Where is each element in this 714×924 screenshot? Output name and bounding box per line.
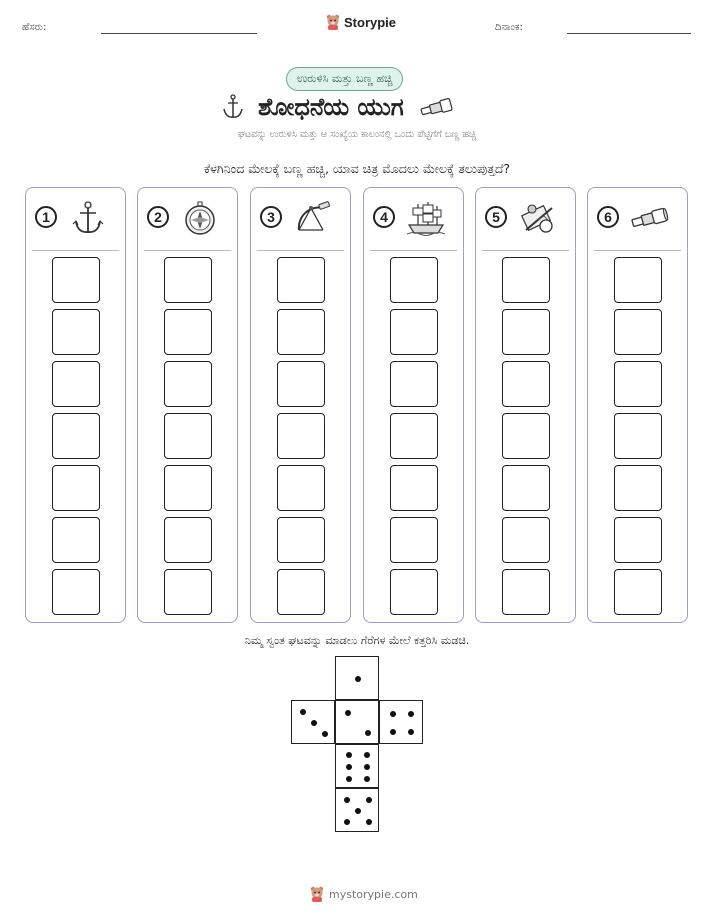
die-pip [311,720,317,726]
column-number: 2 [147,206,169,228]
name-line[interactable] [101,33,257,34]
color-box[interactable] [502,361,550,407]
column-divider [594,250,681,251]
die-pip [364,764,370,770]
die-pip [346,776,352,782]
color-box[interactable] [502,257,550,303]
column-1 [25,187,126,623]
color-box[interactable] [614,413,662,459]
brand-logo [326,14,396,30]
color-box[interactable] [277,309,325,355]
cut-fold-instruction: ನಿಮ್ಮ ಸ್ವಂತ ಘಟವನ್ನು ಮಾಡಲು ಗೆರೆಗಳ ಮೇಲೆ ಕತ್ತರಿಸಿ ಮಡಚಿ. [244,634,470,647]
date-label: ದಿನಾಂಕ: [495,22,523,33]
color-box[interactable] [614,569,662,615]
color-box[interactable] [502,517,550,563]
die-pip [300,709,306,715]
die-pip [346,764,352,770]
color-box[interactable] [277,517,325,563]
color-box[interactable] [614,309,662,355]
column-divider [144,250,231,251]
color-box[interactable] [390,309,438,355]
color-box[interactable] [502,309,550,355]
column-number: 4 [373,206,395,228]
color-box[interactable] [614,517,662,563]
color-box[interactable] [502,569,550,615]
subtitle: ಘಟವನ್ನು ಉರುಳಿಸಿ ಮತ್ತು ಆ ಸಂಖ್ಯೆಯ ಕಾಲಂನಲ್ಲಿ ಒಂದು ಪೆಟ್ಟಿಗೆಗೆ ಬಣ್ಣ ಹಚ್ಚಿ [237,129,477,140]
column-divider [257,250,344,251]
die-pip [366,797,372,803]
brand-name: Storypie [344,14,397,30]
color-box[interactable] [277,465,325,511]
title-text: ಶೋಧನೆಯ ಯುಗ [258,93,404,121]
map-tools-icon [518,200,558,236]
color-box[interactable] [164,465,212,511]
die-face-1 [335,656,379,700]
bear-icon [310,886,324,902]
ship-icon [406,200,446,236]
color-box[interactable] [390,413,438,459]
die-pip [364,752,370,758]
die-pip [408,729,414,735]
die-pip [355,808,361,814]
die-pip [355,676,361,682]
die-pip [408,711,414,717]
die-face-5 [335,788,379,832]
name-label: ಹೆಸರು: [22,22,47,33]
telescope-icon [418,97,454,117]
die-pip [365,730,371,736]
color-box[interactable] [390,465,438,511]
bear-icon [326,14,340,30]
footer [310,886,418,902]
column-5 [475,187,576,623]
color-box[interactable] [502,413,550,459]
activity-pill: ಉರುಳಿಸಿ ಮತ್ತು ಬಣ್ಣ ಹಚ್ಚಿ [286,67,403,91]
die-face-6 [335,744,379,788]
question: ಕೆಳಗಿನಿಂದ ಮೇಲಕ್ಕೆ ಬಣ್ಣ ಹಚ್ಚಿ, ಯಾವ ಚಿತ್ರ ಮೊದಲು ಮೇಲಕ್ಕೆ ತಲುಪುತ್ತದೆ? [203,161,511,176]
column-number: 1 [35,206,57,228]
page-title [222,93,454,121]
column-divider [482,250,569,251]
die-pip [390,711,396,717]
color-box[interactable] [390,361,438,407]
color-box[interactable] [614,361,662,407]
date-line[interactable] [567,33,691,34]
die-face-2 [335,700,379,744]
color-box[interactable] [277,361,325,407]
color-box[interactable] [164,361,212,407]
color-box[interactable] [52,569,100,615]
die-pip [345,710,351,716]
column-number: 5 [485,206,507,228]
compass-icon [180,200,220,236]
color-box[interactable] [52,465,100,511]
die-face-3 [291,700,335,744]
color-box[interactable] [277,257,325,303]
column-number: 3 [260,206,282,228]
footer-url[interactable]: mystorypie.com [329,887,418,901]
color-box[interactable] [164,309,212,355]
die-pip [346,752,352,758]
column-6 [587,187,688,623]
color-box[interactable] [52,413,100,459]
anchor-icon [222,94,244,120]
color-box[interactable] [614,257,662,303]
telescope-icon [630,200,670,236]
color-box[interactable] [614,465,662,511]
color-box[interactable] [52,309,100,355]
color-box[interactable] [277,413,325,459]
color-box[interactable] [390,257,438,303]
color-box[interactable] [52,361,100,407]
column-2 [137,187,238,623]
color-box[interactable] [277,569,325,615]
color-box[interactable] [390,569,438,615]
die-pip [344,819,350,825]
column-3 [250,187,351,623]
column-divider [370,250,457,251]
color-box[interactable] [52,517,100,563]
color-box[interactable] [502,465,550,511]
color-box[interactable] [164,257,212,303]
sextant-icon [293,200,333,236]
color-box[interactable] [390,517,438,563]
column-number: 6 [597,206,619,228]
die-pip [344,797,350,803]
color-box[interactable] [164,569,212,615]
anchor-icon [68,200,108,236]
die-face-4 [379,700,423,744]
die-pip [364,776,370,782]
die-pip [366,819,372,825]
die-pip [390,729,396,735]
color-box[interactable] [164,517,212,563]
color-box[interactable] [52,257,100,303]
color-box[interactable] [164,413,212,459]
column-divider [32,250,119,251]
column-4 [363,187,464,623]
die-pip [322,731,328,737]
